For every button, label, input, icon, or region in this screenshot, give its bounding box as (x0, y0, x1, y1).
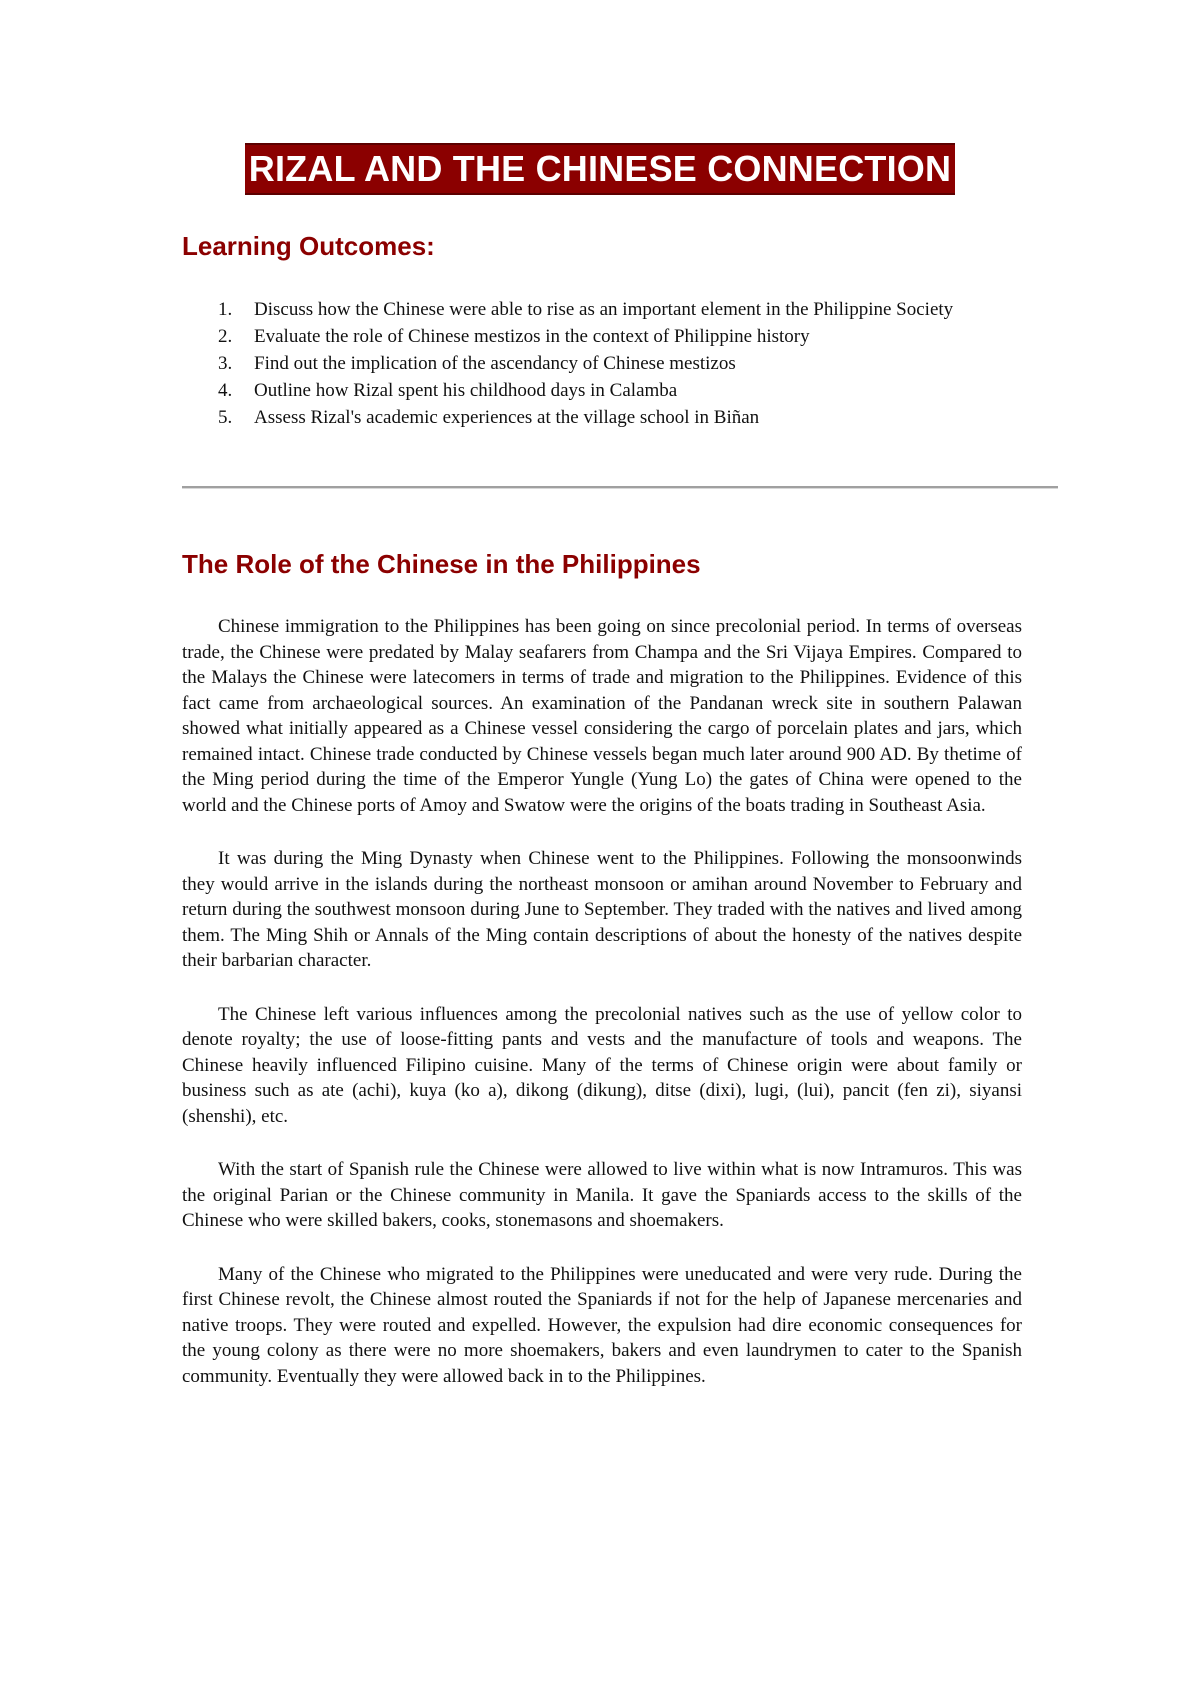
list-item (182, 377, 1022, 404)
body-paragraph: Chinese immigration to the Philippines has been going on since precolonial period. In terms of overseas trade, the Chinese were predated by Malay seafarers from Champa and the Sri Vijaya Empires. Compared to the Malays the Chinese were latecomers in terms of trade and migration to the Philippines. Evidence of this fact came from archaeological sources. An examination of the Pandanan wreck site in southern Palawan showed what initially appeared as a Chinese vessel considering the cargo of porcelain plates and jars, which remained intact. Chinese trade conducted by Chinese vessels began much later around 900 AD. By thetime of the Ming period during the time of the Emperor Yungle (Yung Lo) the gates of China were opened to the world and the Chinese ports of Amoy and Swatow were the origins of the boats trading in Southeast Asia. (182, 616, 1022, 816)
list-item-text: Assess Rizal's academic experiences at the village school in Biñan (254, 407, 760, 428)
list-item-number: 3. (218, 353, 233, 374)
body-paragraph: Many of the Chinese who migrated to the Philippines were uneducated and were very rude. During the first Chinese revolt, the Chinese almost routed the Spaniards if not for the help of Japanese mercenaries and native troops. They were routed and expelled. However, the expulsion had dire economic consequences for the young colony as there were no more shoemakers, bakers and even laundrymen to cater to the Spanish community. Eventually they were allowed back in to the Philippines. (182, 1263, 1022, 1387)
list-item-text: Discuss how the Chinese were able to rise as an important element in the Philippine Society (254, 299, 954, 320)
list-item-text: Find out the implication of the ascendancy of Chinese mestizos (254, 353, 736, 374)
list-item (182, 404, 1022, 431)
list-item-number: 4. (218, 380, 233, 401)
list-item-text: Evaluate the role of Chinese mestizos in the context of Philippine history (254, 326, 810, 347)
list-item-number: 2. (218, 326, 233, 347)
title-wrapper (0, 143, 1200, 195)
learning-outcomes-heading: Learning Outcomes: (182, 231, 435, 261)
list-item-text: Outline how Rizal spent his childhood days in Calamba (254, 380, 678, 401)
section-body (182, 614, 1022, 1417)
list-item (182, 323, 1022, 350)
section-heading: The Role of the Chinese in the Philippines (182, 549, 701, 579)
list-item-number: 5. (218, 407, 233, 428)
body-paragraph: With the start of Spanish rule the Chinese were allowed to live within what is now Intramuros. This was the original Parian or the Chinese community in Manila. It gave the Spaniards access to the skills of the Chinese who were skilled bakers, cooks, stonemasons and shoemakers. (182, 1159, 1022, 1231)
body-paragraph: It was during the Ming Dynasty when Chinese went to the Philippines. Following the monsoonwinds they would arrive in the islands during the northeast monsoon or amihan around November to February and return during the southwest monsoon during June to September. They traded with the natives and lived among them. The Ming Shih or Annals of the Ming contain descriptions of about the honesty of the natives despite their barbarian character. (182, 848, 1022, 971)
document-title: RIZAL AND THE CHINESE CONNECTION (245, 143, 955, 195)
learning-outcomes-list (182, 296, 1022, 431)
horizontal-divider (182, 486, 1058, 489)
list-item (182, 296, 1022, 323)
list-item-number: 1. (218, 299, 233, 320)
list-item (182, 350, 1022, 377)
body-paragraph: The Chinese left various influences among the precolonial natives such as the use of yellow color to denote royalty; the use of loose-fitting pants and vests and the manufacture of tools and weapons. The Chinese heavily influenced Filipino cuisine. Many of the terms of Chinese origin were about family or business such as ate (achi), kuya (ko a), dikong (dikung), ditse (dixi), lugi, (lui), pancit (fen zi), siyansi (shenshi), etc. (182, 1003, 1022, 1127)
